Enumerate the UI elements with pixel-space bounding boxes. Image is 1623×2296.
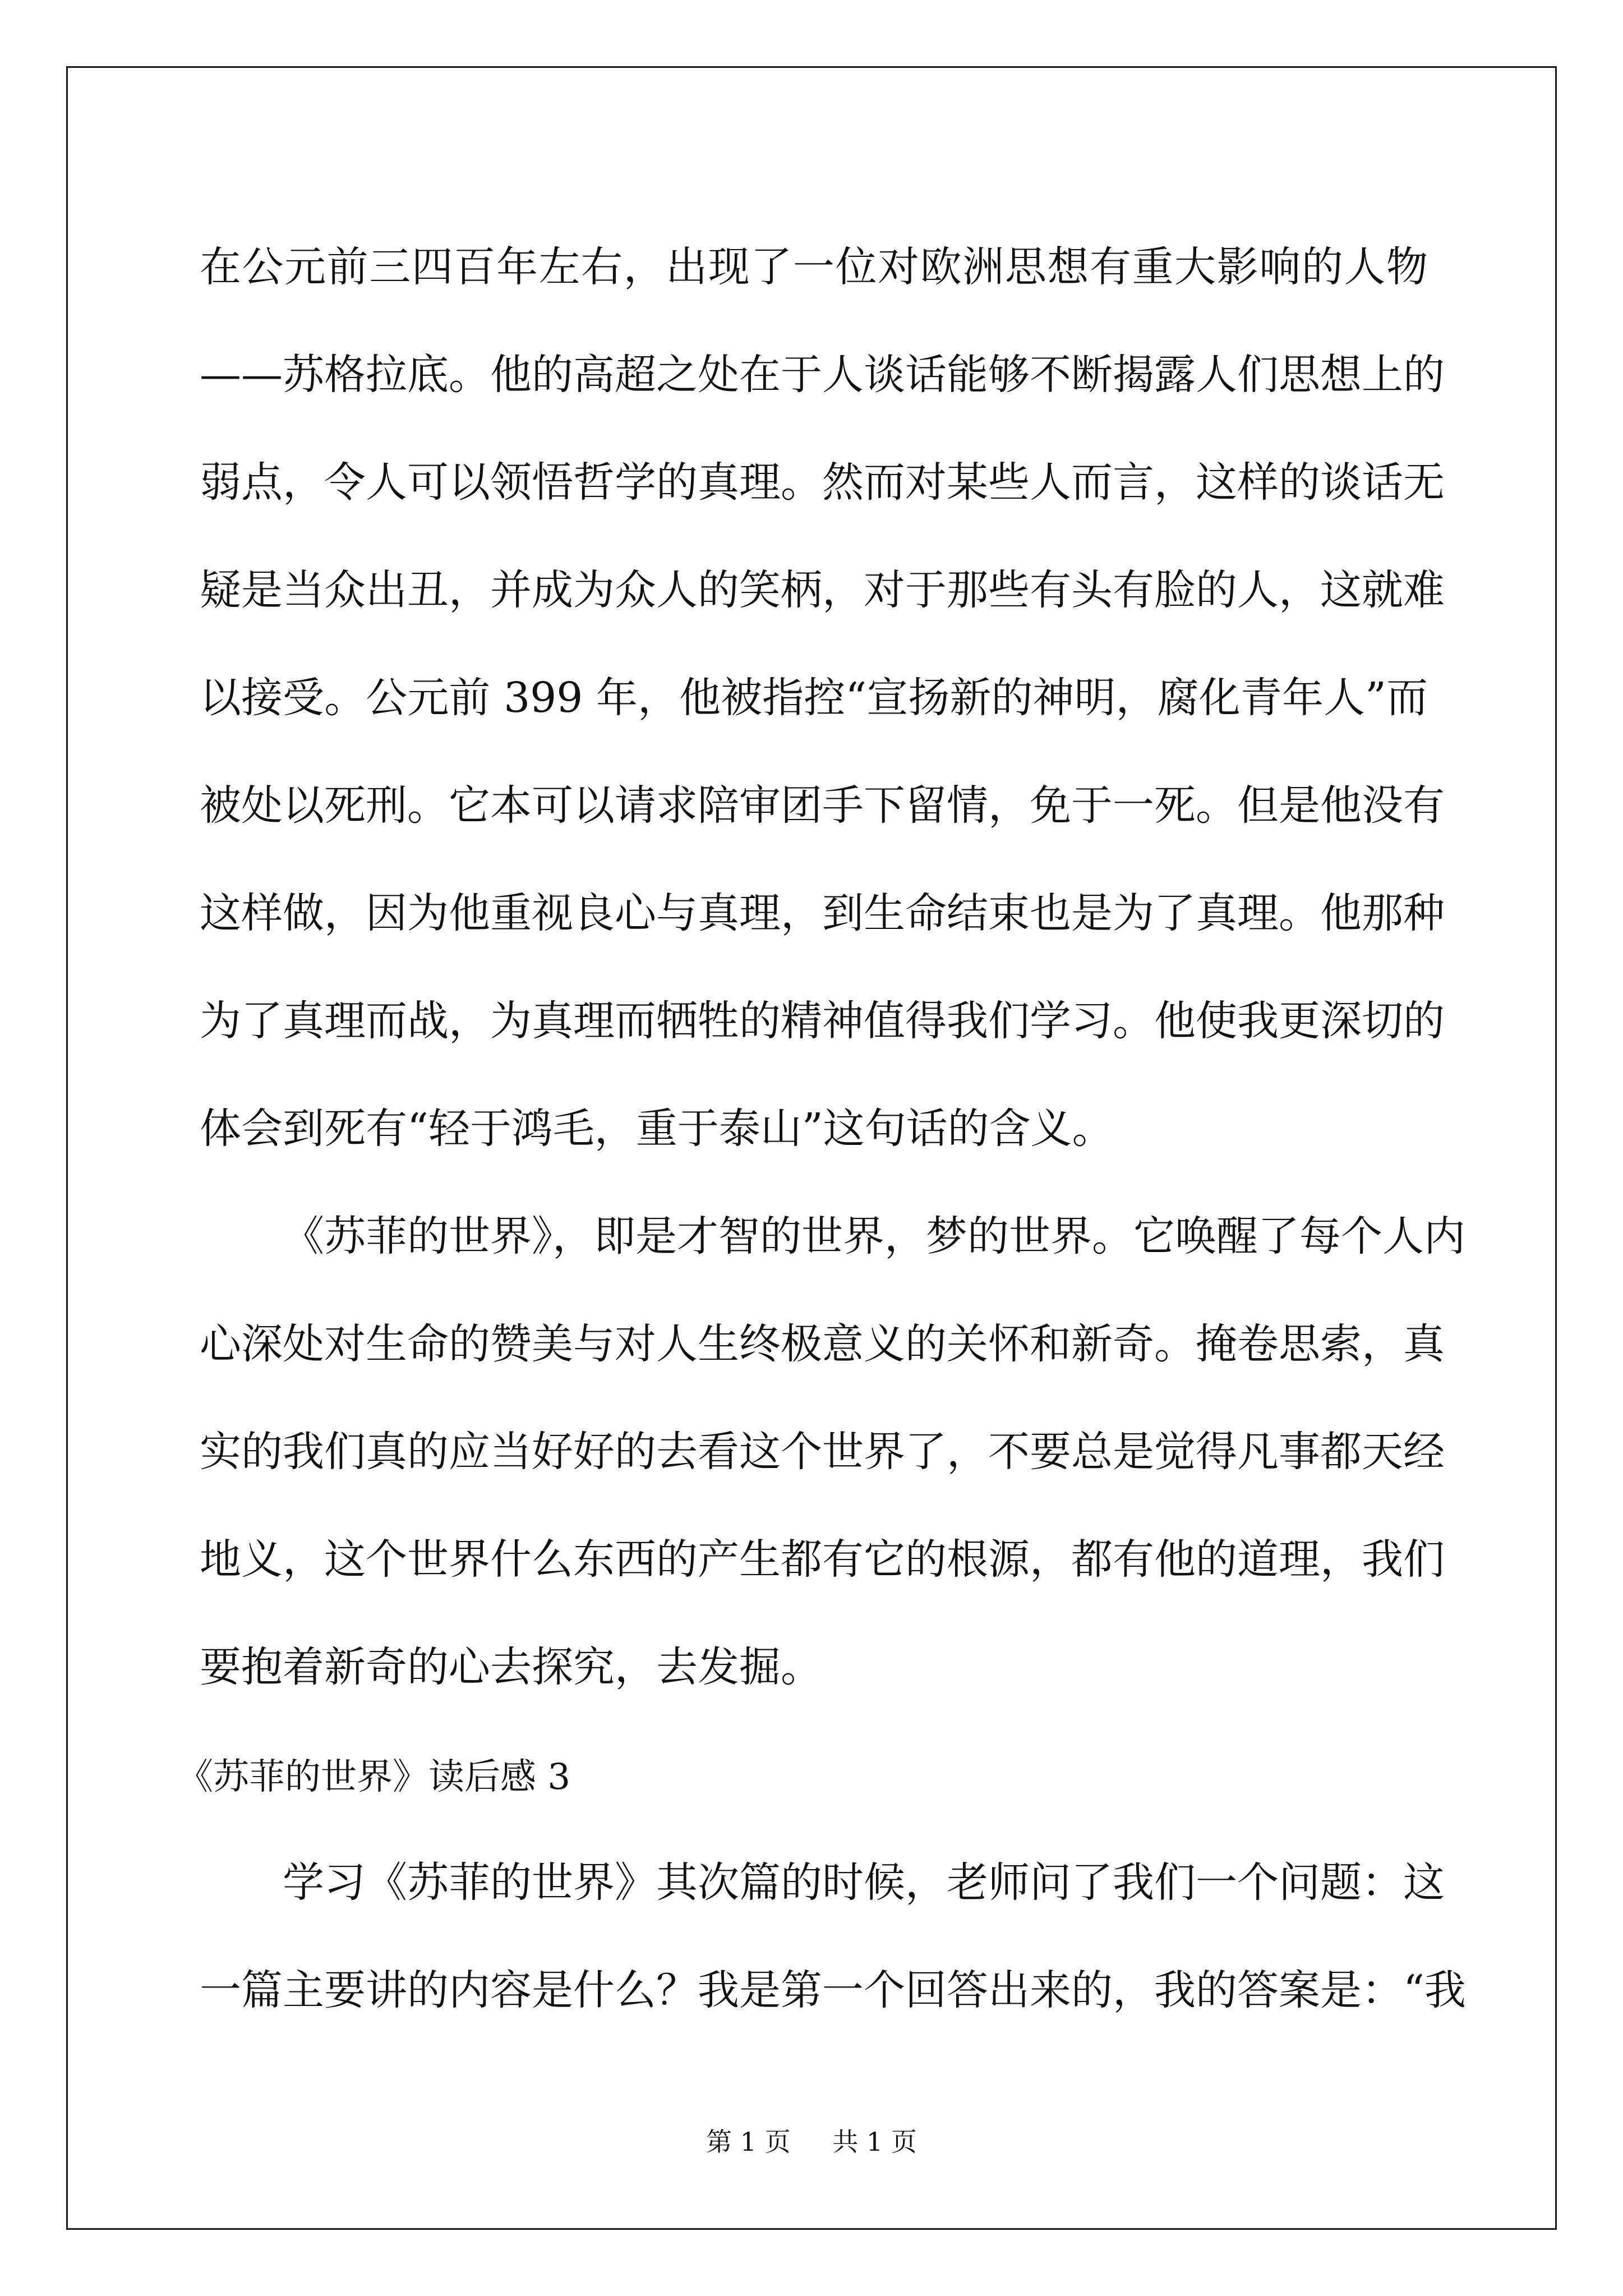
- text-line: 在公元前三四百年左右，出现了一位对欧洲思想有重大影响的人物: [200, 243, 1428, 291]
- text-line: 地义，这个世界什么东西的产生都有它的根源，都有他的道理，我们: [200, 1535, 1445, 1584]
- paragraph-reading-notes: [200, 1829, 1466, 2044]
- text-line: 弱点，令人可以领悟哲学的真理。然而对某些人而言，这样的谈话无: [200, 458, 1445, 507]
- text-line: 这样做，因为他重视良心与真理，到生命结束也是为了真理。他那种: [200, 889, 1445, 937]
- section-heading: 《苏菲的世界》读后感 3: [177, 1756, 571, 1798]
- paragraph-socrates: [200, 213, 1445, 1182]
- text-line: 心深处对生命的赞美与对人生终极意义的关怀和新奇。掩卷思索，真: [200, 1320, 1445, 1368]
- text-line: 一篇主要讲的内容是什么？我是第一个回答出来的，我的答案是：“我: [200, 1966, 1466, 2014]
- document-body: [177, 213, 1466, 2044]
- text-line: 被处以死刑。它本可以请求陪审团手下留情，免于一死。但是他没有: [200, 781, 1445, 830]
- text-line: 学习《苏菲的世界》其次篇的时候，老师问了我们一个问题：这: [283, 1858, 1445, 1907]
- text-line: ——苏格拉底。他的高超之处在于人谈话能够不断揭露人们思想上的: [200, 351, 1445, 399]
- page-number: 第 1 页: [706, 2127, 791, 2157]
- text-line: 体会到死有“轻于鸿毛，重于泰山”这句话的含义。: [200, 1105, 1114, 1153]
- text-line: 要抱着新奇的心去探究，去发掘。: [200, 1643, 822, 1691]
- paragraph-sophies-world: [200, 1182, 1465, 1721]
- page-total: 共 1 页: [832, 2127, 917, 2157]
- text-line: 为了真理而战，为真理而牺牲的精神值得我们学习。他使我更深切的: [200, 997, 1445, 1045]
- text-line: 实的我们真的应当好好的去看这个世界了，不要总是觉得凡事都天经: [200, 1428, 1445, 1476]
- text-line: 以接受。公元前 399 年，他被指控“宣扬新的神明，腐化青年人”而: [200, 674, 1428, 722]
- page-footer: [0, 2125, 1623, 2159]
- text-line: 《苏菲的世界》，即是才智的世界，梦的世界。它唤醒了每个人内: [283, 1212, 1465, 1260]
- text-line: 疑是当众出丑，并成为众人的笑柄，对于那些有头有脸的人，这就难: [200, 566, 1445, 614]
